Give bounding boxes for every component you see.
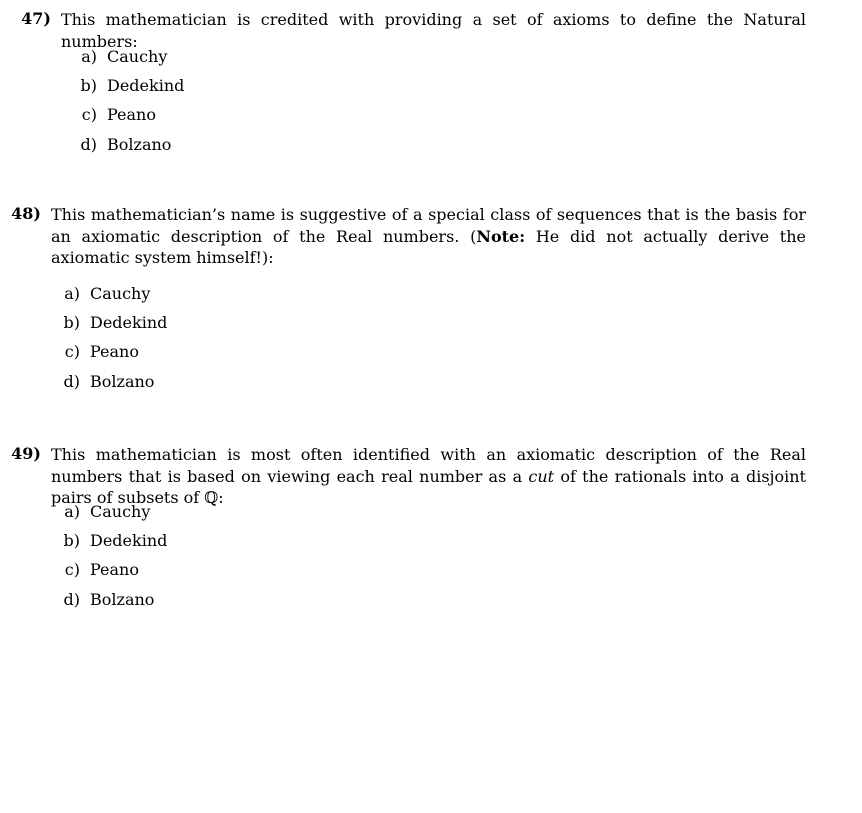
question-number: 48) — [11, 204, 41, 223]
choice-label: Peano — [107, 105, 156, 125]
choice-label: Dedekind — [107, 76, 185, 96]
question-text — [51, 204, 806, 269]
question-number: 47) — [21, 9, 51, 28]
choice-letter: c) — [64, 560, 80, 580]
question-text-part1: This mathematician is most often identified with an axiomatic description of the Real numbers that is based on viewing each real number as a — [51, 445, 806, 486]
choice-label: Peano — [90, 342, 139, 362]
choice-letter: b) — [80, 76, 97, 96]
question-text-body: This mathematician is credited with providing a set of axioms to define the Natural numbers: — [61, 10, 806, 51]
choice-letter: d) — [63, 371, 80, 391]
choice-letter: a) — [81, 47, 97, 66]
choice-label: Dedekind — [90, 531, 168, 551]
choice-label: Cauchy — [90, 502, 151, 521]
question-text-part2: He did not actually derive the axiomatic system himself!): — [51, 226, 806, 267]
choice-letter: d) — [80, 134, 97, 154]
choice-letter: b) — [63, 531, 80, 551]
question-number: 49) — [11, 444, 41, 463]
choice-letter: c) — [64, 342, 80, 362]
choice-letter: a) — [64, 502, 80, 521]
question-text — [51, 444, 806, 509]
choice-label: Cauchy — [107, 47, 168, 66]
choice-label: Peano — [90, 560, 139, 580]
question-text — [61, 9, 806, 52]
choice-label: Dedekind — [90, 313, 168, 333]
choice-letter: a) — [64, 284, 80, 303]
question-text-part1: This mathematician’s name is suggestive of a special class of sequences that is the basis for an axiomatic description of the Real numbers. ( — [51, 205, 806, 246]
choice-letter: d) — [63, 589, 80, 609]
choice-label: Cauchy — [90, 284, 151, 303]
note-label: Note: — [476, 226, 526, 246]
choice-label: Bolzano — [90, 371, 155, 391]
choice-label: Bolzano — [90, 589, 155, 609]
choice-label: Bolzano — [107, 134, 172, 154]
choice-letter: b) — [63, 313, 80, 333]
question-text-part2: of the rationals into a disjoint pairs of subsets of ℚ: — [51, 466, 806, 507]
emphasized-word: cut — [528, 466, 555, 486]
choice-letter: c) — [81, 105, 97, 125]
